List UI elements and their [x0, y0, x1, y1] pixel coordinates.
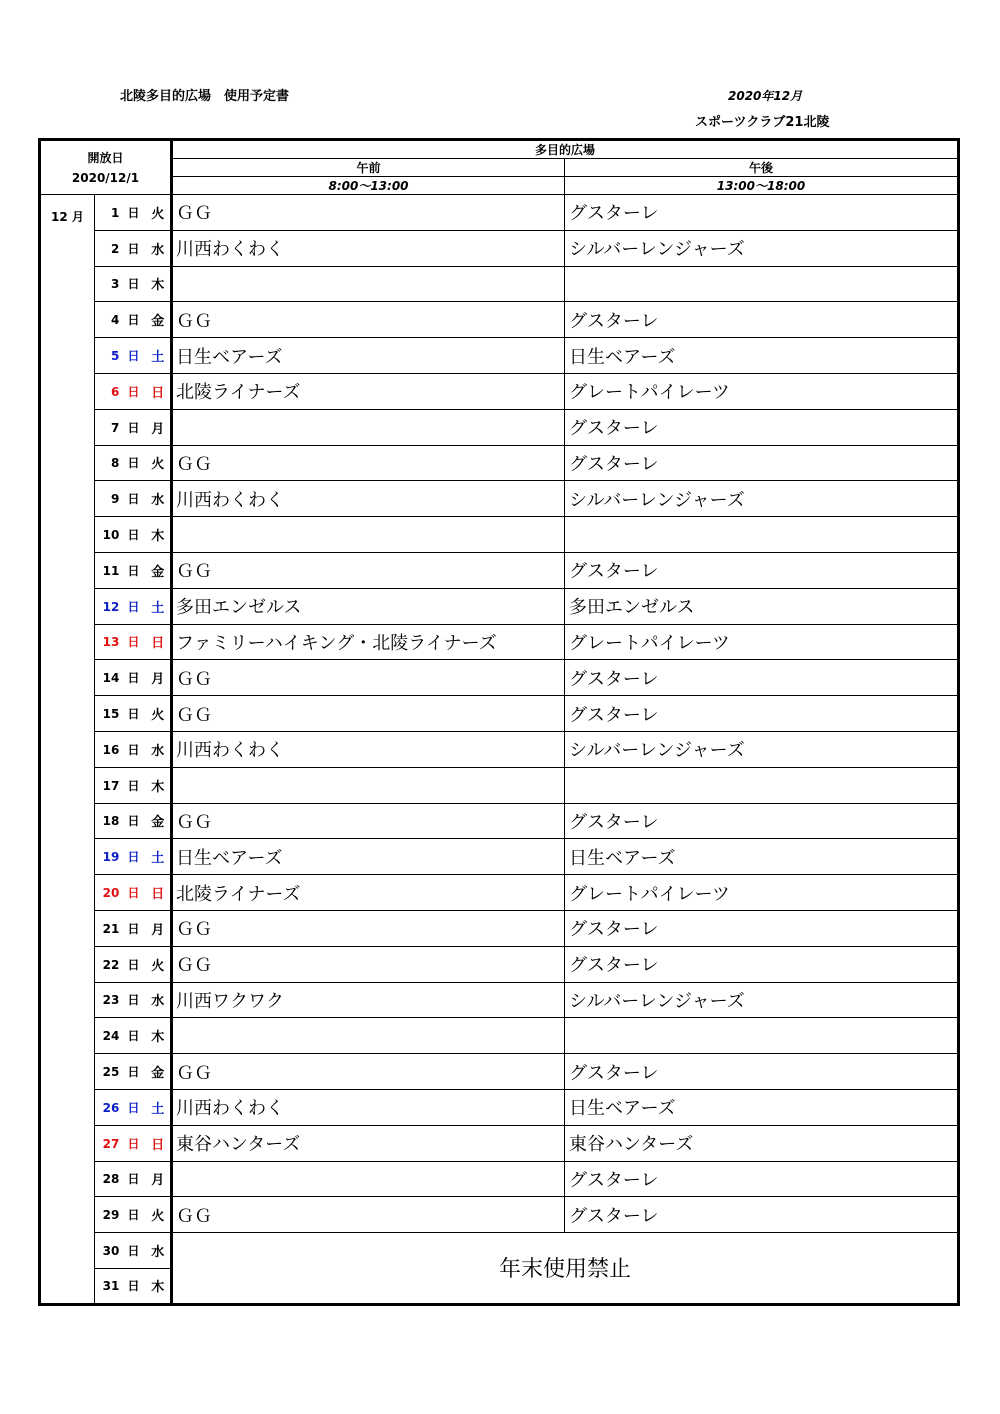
day-number: 8 [110, 456, 120, 471]
pm-header: 午後 [565, 159, 959, 177]
day-number: 12 [102, 599, 120, 614]
day-cell [95, 1054, 146, 1090]
organization-name: スポーツクラブ21北陵 [695, 115, 830, 130]
day-unit: 日 [127, 1279, 140, 1294]
day-unit: 日 [127, 886, 140, 901]
day-unit: 日 [127, 707, 140, 722]
day-cell [95, 875, 146, 911]
day-cell [95, 517, 146, 553]
day-cell [95, 946, 146, 982]
day-unit: 日 [127, 1065, 140, 1080]
am-booking-cell [172, 266, 565, 302]
schedule-row [40, 195, 959, 231]
day-unit: 日 [127, 1208, 140, 1223]
day-unit: 日 [127, 349, 140, 364]
weekday-cell: 水 [146, 481, 172, 517]
day-unit: 日 [127, 957, 140, 972]
pm-booking-cell: 日生ベアーズ [565, 839, 959, 875]
schedule-row [40, 767, 959, 803]
day-unit: 日 [127, 456, 140, 471]
am-header: 午前 [172, 159, 565, 177]
schedule-row [40, 731, 959, 767]
weekday-cell: 火 [146, 195, 172, 231]
pm-booking-cell: グスターレ [565, 660, 959, 696]
day-unit: 日 [127, 313, 140, 328]
schedule-row [40, 875, 959, 911]
day-unit: 日 [127, 492, 140, 507]
pm-booking-cell: グスターレ [565, 696, 959, 732]
pm-booking-cell: グレートパイレーツ [565, 373, 959, 409]
am-booking-cell: ファミリーハイキング・北陵ライナーズ [172, 624, 565, 660]
am-booking-cell [172, 409, 565, 445]
day-number: 28 [102, 1172, 120, 1187]
schedule-row [40, 839, 959, 875]
weekday-cell: 土 [146, 338, 172, 374]
schedule-row [40, 373, 959, 409]
weekday-cell: 日 [146, 373, 172, 409]
am-booking-cell: 川西わくわく [172, 230, 565, 266]
weekday-cell: 木 [146, 1268, 172, 1304]
document-month: 2020年12月 [728, 89, 803, 103]
day-cell [95, 195, 146, 231]
am-booking-cell: 日生ベアーズ [172, 338, 565, 374]
am-booking-cell: 日生ベアーズ [172, 839, 565, 875]
am-booking-cell: ＧＧ [172, 445, 565, 481]
am-booking-cell: 北陵ライナーズ [172, 875, 565, 911]
weekday-cell: 土 [146, 839, 172, 875]
schedule-row [40, 1018, 959, 1054]
day-number: 27 [102, 1136, 120, 1151]
am-booking-cell [172, 1018, 565, 1054]
am-booking-cell: ＧＧ [172, 910, 565, 946]
am-booking-cell: ＧＧ [172, 552, 565, 588]
document-title: 北陵多目的広場 使用予定書 [120, 89, 290, 104]
day-number: 24 [102, 1029, 120, 1044]
schedule-row [40, 1089, 959, 1125]
weekday-cell: 土 [146, 588, 172, 624]
day-number: 21 [102, 921, 120, 936]
day-cell [95, 1268, 146, 1304]
am-booking-cell: 多田エンゼルス [172, 588, 565, 624]
schedule-row [40, 910, 959, 946]
schedule-row [40, 946, 959, 982]
day-unit: 日 [127, 384, 140, 399]
schedule-row [40, 588, 959, 624]
schedule-row [40, 517, 959, 553]
day-number: 4 [110, 313, 120, 328]
schedule-row [40, 409, 959, 445]
day-unit: 日 [127, 599, 140, 614]
weekday-cell: 月 [146, 910, 172, 946]
day-number: 26 [102, 1100, 120, 1115]
day-cell [95, 696, 146, 732]
weekday-cell: 火 [146, 946, 172, 982]
day-unit: 日 [127, 635, 140, 650]
weekday-cell: 金 [146, 1054, 172, 1090]
day-unit: 日 [127, 1029, 140, 1044]
pm-booking-cell: グレートパイレーツ [565, 624, 959, 660]
pm-booking-cell: 東谷ハンターズ [565, 1125, 959, 1161]
day-number: 5 [110, 349, 120, 364]
am-booking-cell: ＧＧ [172, 1197, 565, 1233]
am-booking-cell [172, 767, 565, 803]
weekday-cell: 月 [146, 660, 172, 696]
day-number: 1 [110, 205, 120, 220]
weekday-cell: 日 [146, 875, 172, 911]
day-number: 14 [102, 671, 120, 686]
am-booking-cell: 東谷ハンターズ [172, 1125, 565, 1161]
day-unit: 日 [127, 742, 140, 757]
weekday-cell: 日 [146, 1125, 172, 1161]
schedule-row [40, 660, 959, 696]
pm-booking-cell: グスターレ [565, 302, 959, 338]
pm-booking-cell: グスターレ [565, 409, 959, 445]
day-unit: 日 [127, 921, 140, 936]
day-cell [95, 910, 146, 946]
day-cell [95, 445, 146, 481]
pm-booking-cell: 日生ベアーズ [565, 338, 959, 374]
pm-booking-cell: シルバーレンジャーズ [565, 982, 959, 1018]
day-unit: 日 [127, 1244, 140, 1258]
am-booking-cell: 川西わくわく [172, 481, 565, 517]
am-booking-cell [172, 1161, 565, 1197]
am-booking-cell: ＧＧ [172, 946, 565, 982]
pm-booking-cell [565, 517, 959, 553]
am-booking-cell: ＧＧ [172, 660, 565, 696]
day-number: 6 [110, 384, 120, 399]
weekday-cell: 火 [146, 445, 172, 481]
venue-header: 多目的広場 [172, 140, 959, 159]
weekday-cell: 水 [146, 982, 172, 1018]
day-cell [95, 803, 146, 839]
day-unit: 日 [127, 528, 140, 543]
weekday-cell: 火 [146, 696, 172, 732]
pm-booking-cell: シルバーレンジャーズ [565, 731, 959, 767]
schedule-row [40, 803, 959, 839]
day-number: 19 [102, 850, 120, 865]
day-unit: 日 [127, 814, 140, 829]
schedule-row [40, 1233, 959, 1269]
pm-booking-cell [565, 1018, 959, 1054]
am-time-header: 8:00～13:00 [172, 177, 565, 195]
day-number: 23 [102, 993, 120, 1008]
pm-booking-cell: シルバーレンジャーズ [565, 230, 959, 266]
pm-booking-cell [565, 266, 959, 302]
schedule-row [40, 1054, 959, 1090]
day-number: 25 [102, 1065, 120, 1080]
am-booking-cell [172, 517, 565, 553]
weekday-cell: 金 [146, 803, 172, 839]
day-cell [95, 1161, 146, 1197]
day-cell [95, 1197, 146, 1233]
day-cell [95, 230, 146, 266]
schedule-row [40, 266, 959, 302]
pm-booking-cell: シルバーレンジャーズ [565, 481, 959, 517]
day-unit: 日 [127, 1172, 140, 1187]
pm-booking-cell: グスターレ [565, 1161, 959, 1197]
day-cell [95, 624, 146, 660]
day-number: 30 [102, 1244, 120, 1258]
day-cell [95, 302, 146, 338]
day-unit: 日 [127, 671, 140, 686]
schedule-row [40, 338, 959, 374]
schedule-row [40, 1125, 959, 1161]
schedule-row [40, 230, 959, 266]
day-number: 22 [102, 957, 120, 972]
day-cell [95, 373, 146, 409]
open-day-date: 2020/12/1 [71, 170, 140, 185]
day-number: 7 [110, 420, 120, 435]
pm-booking-cell [565, 767, 959, 803]
day-cell [95, 266, 146, 302]
day-number: 9 [110, 492, 120, 507]
schedule-row [40, 1161, 959, 1197]
weekday-cell: 金 [146, 302, 172, 338]
day-cell [95, 409, 146, 445]
am-booking-cell: ＧＧ [172, 696, 565, 732]
schedule-row [40, 696, 959, 732]
pm-booking-cell: グスターレ [565, 910, 959, 946]
day-unit: 日 [127, 241, 140, 256]
weekday-cell: 水 [146, 731, 172, 767]
day-cell [95, 552, 146, 588]
day-cell [95, 660, 146, 696]
am-booking-cell: 北陵ライナーズ [172, 373, 565, 409]
day-cell [95, 1018, 146, 1054]
schedule-row [40, 1197, 959, 1233]
open-day-header [40, 140, 172, 195]
open-day-label: 開放日 [87, 150, 124, 165]
weekday-cell: 火 [146, 1197, 172, 1233]
schedule-row [40, 552, 959, 588]
weekday-cell: 木 [146, 1018, 172, 1054]
pm-booking-cell: グスターレ [565, 1054, 959, 1090]
day-number: 11 [102, 563, 120, 578]
day-number: 31 [102, 1279, 120, 1294]
pm-booking-cell: グスターレ [565, 946, 959, 982]
month-label: 12 月 [40, 195, 95, 1305]
weekday-cell: 日 [146, 624, 172, 660]
day-cell [95, 839, 146, 875]
day-number: 16 [102, 742, 120, 757]
day-number: 10 [102, 528, 120, 543]
day-cell [95, 731, 146, 767]
day-cell [95, 588, 146, 624]
weekday-cell: 水 [146, 230, 172, 266]
day-unit: 日 [127, 993, 140, 1008]
day-cell [95, 767, 146, 803]
am-booking-cell: 川西わくわく [172, 1089, 565, 1125]
day-number: 3 [110, 277, 120, 292]
weekday-cell: 月 [146, 1161, 172, 1197]
day-unit: 日 [127, 563, 140, 578]
day-number: 13 [102, 635, 120, 650]
day-number: 2 [110, 241, 120, 256]
weekday-cell: 木 [146, 517, 172, 553]
day-unit: 日 [127, 1136, 140, 1151]
am-booking-cell: ＧＧ [172, 803, 565, 839]
day-cell [95, 1125, 146, 1161]
pm-booking-cell: グレートパイレーツ [565, 875, 959, 911]
schedule-row [40, 445, 959, 481]
day-unit: 日 [127, 850, 140, 865]
day-number: 18 [102, 814, 120, 829]
schedule-table [38, 138, 960, 1306]
schedule-row [40, 624, 959, 660]
day-number: 17 [102, 778, 120, 793]
pm-booking-cell: グスターレ [565, 803, 959, 839]
pm-booking-cell: グスターレ [565, 552, 959, 588]
weekday-cell: 木 [146, 767, 172, 803]
am-booking-cell: 川西わくわく [172, 731, 565, 767]
schedule-row [40, 982, 959, 1018]
day-unit: 日 [127, 420, 140, 435]
year-end-closed-notice: 年末使用禁止 [172, 1233, 959, 1305]
day-cell [95, 1233, 146, 1269]
day-cell [95, 481, 146, 517]
am-booking-cell: 川西ワクワク [172, 982, 565, 1018]
day-number: 29 [102, 1208, 120, 1223]
day-number: 20 [102, 886, 120, 901]
pm-booking-cell: グスターレ [565, 445, 959, 481]
weekday-cell: 土 [146, 1089, 172, 1125]
weekday-cell: 金 [146, 552, 172, 588]
pm-booking-cell: グスターレ [565, 195, 959, 231]
schedule-row [40, 481, 959, 517]
day-unit: 日 [127, 277, 140, 292]
day-cell [95, 1089, 146, 1125]
schedule-row [40, 302, 959, 338]
day-cell [95, 982, 146, 1018]
day-number: 15 [102, 707, 120, 722]
weekday-cell: 木 [146, 266, 172, 302]
pm-time-header: 13:00～18:00 [565, 177, 959, 195]
am-booking-cell: ＧＧ [172, 1054, 565, 1090]
am-booking-cell: ＧＧ [172, 302, 565, 338]
am-booking-cell: ＧＧ [172, 195, 565, 231]
day-unit: 日 [127, 778, 140, 793]
pm-booking-cell: 日生ベアーズ [565, 1089, 959, 1125]
day-unit: 日 [127, 205, 140, 220]
weekday-cell: 水 [146, 1233, 172, 1269]
day-unit: 日 [127, 1100, 140, 1115]
pm-booking-cell: グスターレ [565, 1197, 959, 1233]
weekday-cell: 月 [146, 409, 172, 445]
pm-booking-cell: 多田エンゼルス [565, 588, 959, 624]
day-cell [95, 338, 146, 374]
